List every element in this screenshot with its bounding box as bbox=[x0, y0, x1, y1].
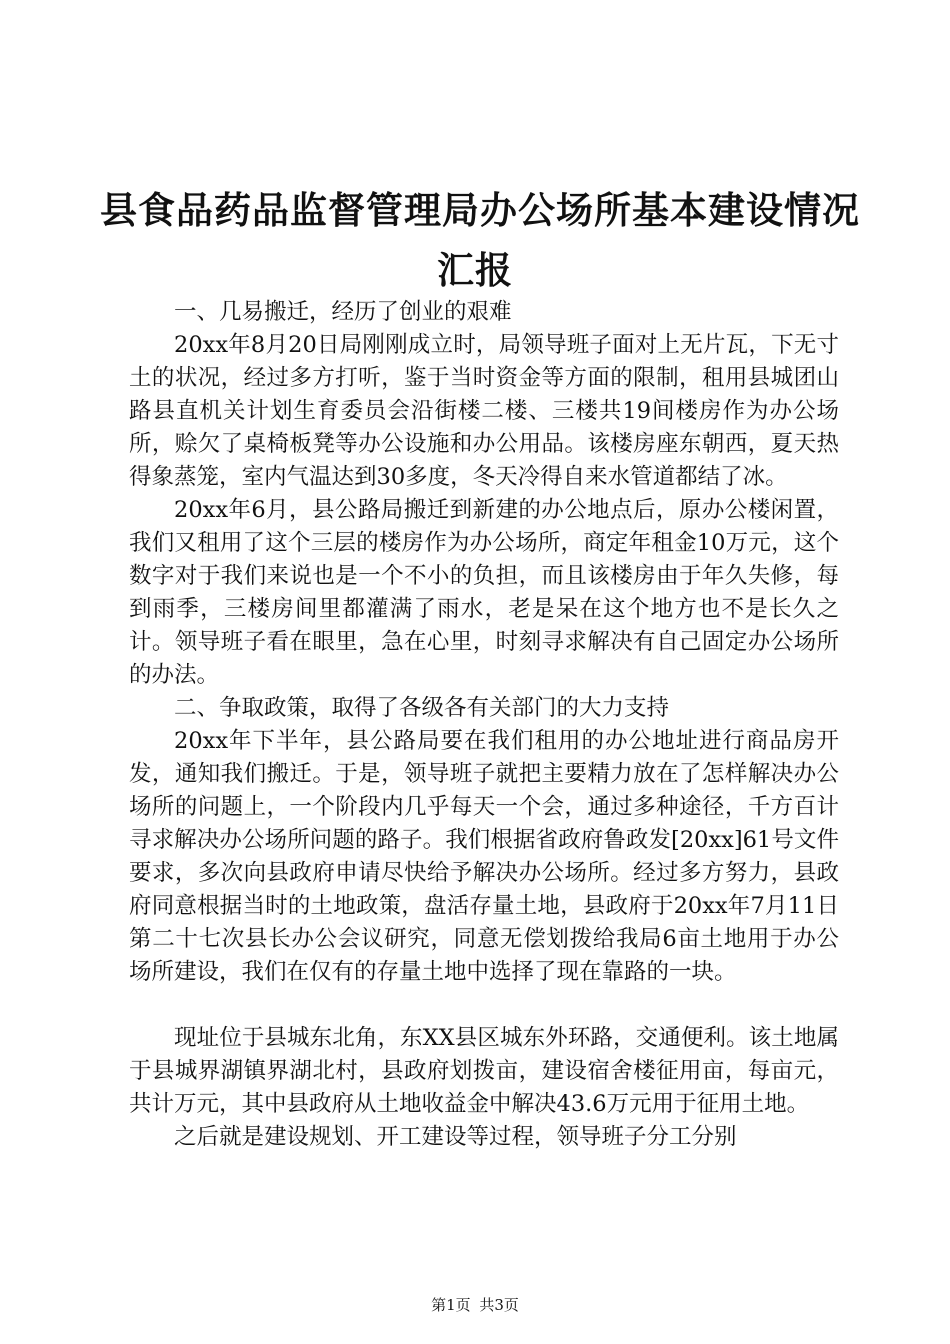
paragraph-4: 现址位于县城东北角，东XX县区城东外环路，交通便利。该土地属于县城界湖镇界湖北村，县政府划拨亩，建设宿舍楼征用亩，每亩元，共计万元，其中县政府从土地收益金中解决43.6万元用于征用土地。 bbox=[129, 1025, 839, 1117]
page-footer bbox=[0, 1295, 950, 1315]
document-body bbox=[129, 296, 839, 1154]
document-title-line-2: 汇报 bbox=[437, 248, 513, 292]
paragraph-2: 20xx年6月，县公路局搬迁到新建的办公地点后，原办公楼闲置，我们又租用了这个三层的楼房作为办公场所，商定年租金10万元，这个数字对于我们来说也是一个不小的负担，而且该楼房由于年久失修，每到雨季，三楼房间里都灌满了雨水，老是呆在这个地方也不是长久之计。领导班子看在眼里，急在心里，时刻寻求解决有自己固定办公场所的办法。 bbox=[129, 497, 839, 688]
paragraph-1: 20xx年8月20日局刚刚成立时，局领导班子面对上无片瓦，下无寸土的状况，经过多方打听，鉴于当时资金等方面的限制，租用县城团山路县直机关计划生育委员会沿街楼二楼、三楼共19间楼房作为办公场所，赊欠了桌椅板凳等办公设施和办公用品。该楼房座东朝西，夏天热得象蒸笼，室内气温达到30多度，冬天冷得自来水管道都结了冰。 bbox=[129, 332, 839, 490]
document-title-line-1: 县食品药品监督管理局办公场所基本建设情况 bbox=[100, 188, 860, 232]
page-number: 第1页 bbox=[431, 1296, 471, 1314]
page-total: 共3页 bbox=[479, 1296, 519, 1314]
paragraph-5: 之后就是建设规划、开工建设等过程，领导班子分工分别 bbox=[174, 1124, 737, 1150]
section-heading-1: 一、几易搬迁，经历了创业的艰难 bbox=[174, 299, 512, 325]
section-heading-2: 二、争取政策，取得了各级各有关部门的大力支持 bbox=[174, 695, 670, 721]
paragraph-3: 20xx年下半年，县公路局要在我们租用的办公地址进行商品房开发，通知我们搬迁。于是，领导班子就把主要精力放在了怎样解决办公场所的问题上，一个阶段内几乎每天一个会，通过多种途径，千方百计寻求解决办公场所问题的路子。我们根据省政府鲁政发[20xx]61号文件要求，多次向县政府申请尽快给予解决办公场所。经过多方努力，县政府同意根据当时的土地政策，盘活存量土地，县政府于20xx年7月11日第二十七次县长办公会议研究，同意无偿划拨给我局6亩土地用于办公场所建设，我们在仅有的存量土地中选择了现在靠路的一块。 bbox=[129, 728, 839, 985]
